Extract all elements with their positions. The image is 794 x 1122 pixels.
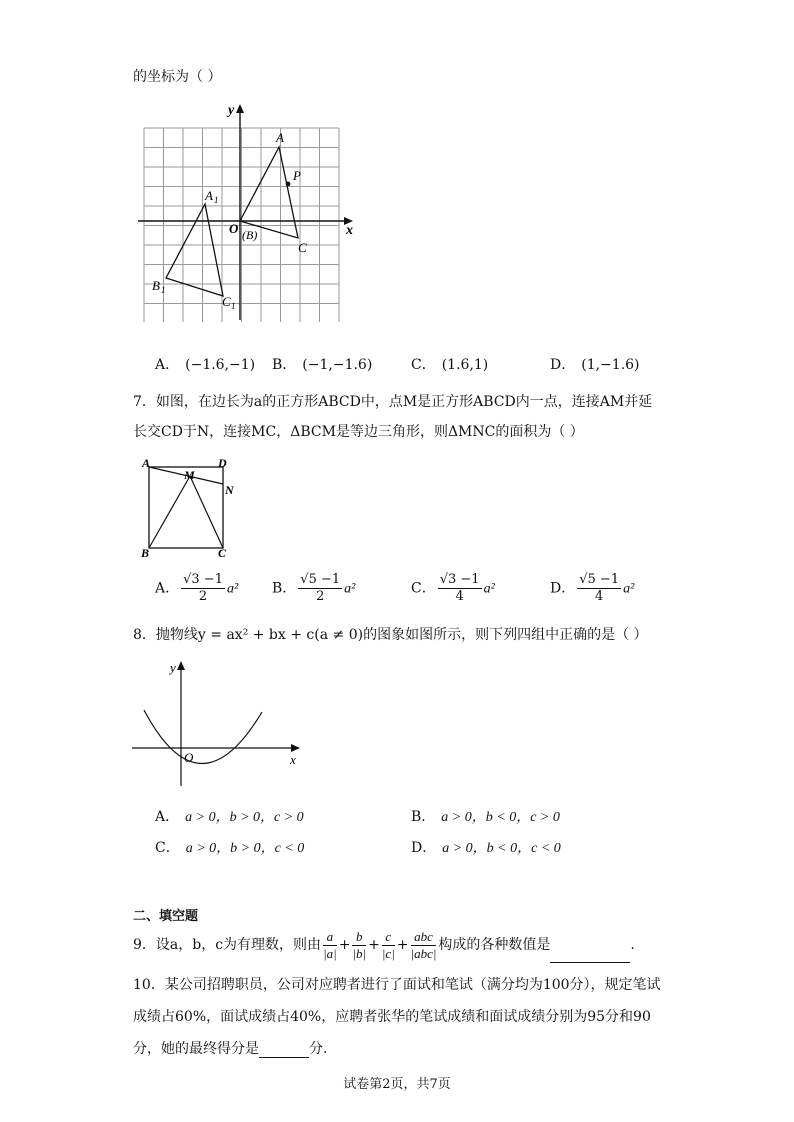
q6-option-c[interactable]: C． (1.6,1) (411, 357, 489, 373)
q7-option-a[interactable]: A． $\frac{√3 -1}{2}$ a² (155, 572, 239, 604)
label-c1-sub: 1 (231, 301, 236, 311)
q8-option-a[interactable]: A． a > 0，b > 0，c > 0 (155, 809, 304, 825)
label-c1: C (222, 294, 231, 309)
q6-option-a[interactable]: A． (−1.6,−1) (155, 357, 256, 373)
label-a: A (276, 130, 284, 145)
point-p (286, 182, 291, 187)
q8-parabola-figure (130, 658, 305, 790)
q6-option-d[interactable]: D． (1,−1.6) (550, 357, 640, 373)
label-x-axis: x (290, 752, 296, 767)
label-m: M (184, 468, 195, 482)
q6-option-b[interactable]: B． (−1,−1.6) (272, 357, 373, 373)
label-d: D (218, 456, 227, 470)
section-title-fill-in: 二、填空题 (133, 909, 199, 924)
q7-option-d[interactable]: D． $\frac{√5 -1}{4}$ a² (550, 572, 635, 604)
q9-answer-blank[interactable] (550, 928, 630, 963)
label-x-axis: x (346, 223, 353, 238)
label-a: A (142, 456, 151, 470)
q8-option-d[interactable]: D． a > 0，b < 0，c < 0 (411, 840, 561, 856)
q8-question: 8．抛物线y = ax² + bx + c(a ≠ 0)的图象如图所示，则下列四组中正确的是（ ） (133, 627, 648, 643)
label-b1: B (152, 278, 160, 293)
q7-option-c[interactable]: C． $\frac{√3 -1}{4}$ a² (411, 572, 495, 604)
q6-coordinate-figure (138, 100, 363, 322)
q9-question: 9．设a，b，c为有理数，则由 $\frac{a}{|a|}$ + $\frac{b}{|b|}$ + $\frac{c}{|c|}$ + $\frac{\text{abc}}{\text{|abc|}}$ 构成的各种数值是 . (133, 928, 635, 963)
triangle-abc (240, 147, 298, 238)
triangle-a1b1c1 (166, 204, 223, 296)
q10-line2: 成绩占60%，面试成绩占40%，应聘者张华的笔试成绩和面试成绩分别为95分和90 (133, 1009, 651, 1025)
q7-option-b[interactable]: B． $\frac{√5 -1}{2}$ a² (272, 572, 356, 604)
q7-question-line1: 7．如图，在边长为a的正方形ABCD中，点M是正方形ABCD内一点，连接AM并延 (133, 394, 653, 410)
label-c: C (218, 546, 227, 560)
q8-option-b[interactable]: B． a > 0，b < 0，c > 0 (411, 809, 560, 825)
q7-question-line2: 长交CD于N，连接MC，ΔBCM是等边三角形，则ΔMNC的面积为（ ） (133, 424, 584, 440)
label-origin: O (184, 750, 194, 765)
q8-option-c[interactable]: C． a > 0，b > 0，c < 0 (155, 840, 305, 856)
label-o: O (229, 221, 239, 236)
label-y-axis: y (228, 103, 235, 118)
q7-square-figure (140, 456, 240, 560)
label-a1-sub: 1 (214, 195, 219, 205)
label-c: C (298, 240, 307, 255)
label-y-axis: y (170, 660, 176, 675)
page-footer: 试卷第2页，共7页 (343, 1077, 451, 1092)
q10-line1: 10．某公司招聘职员，公司对应聘者进行了面试和笔试（满分均为100分），规定笔试 (133, 977, 661, 993)
parabola-curve (144, 710, 262, 764)
q10-line3: 分，她的最终得分是 分. (133, 1041, 328, 1057)
label-b-paren: (B) (242, 228, 258, 242)
label-a1: A (205, 188, 213, 203)
label-p: P (293, 168, 301, 183)
label-b1-sub: 1 (161, 285, 166, 295)
q10-answer-blank[interactable] (259, 1041, 309, 1058)
q6-question-tail: 的坐标为（ ） (133, 69, 222, 85)
label-b: B (141, 546, 150, 560)
label-n: N (225, 483, 234, 497)
